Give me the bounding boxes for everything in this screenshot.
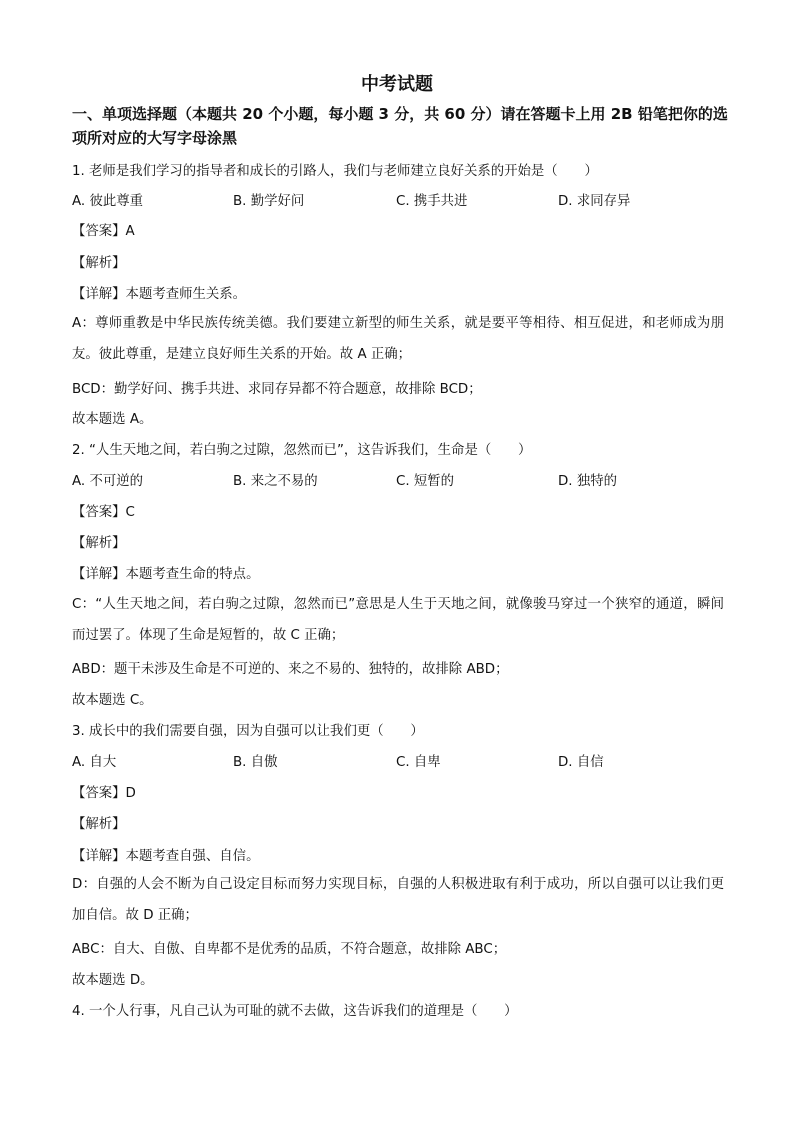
- explanation-paragraph: C：“人生天地之间，若白驹之过隙，忽然而已”意思是人生于天地之间，就像骏马穿过一个狭窄的通道，瞬间而过罢了。体现了生命是短暂的，故 C 正确；: [72, 597, 724, 643]
- answer-label: 【答案】A: [72, 224, 135, 239]
- question-3-options: [72, 751, 672, 771]
- question-1-options: [72, 190, 672, 210]
- explanation-paragraph: ABC：自大、自傲、自卑都不是优秀的品质，不符合题意，故排除 ABC；: [72, 942, 507, 957]
- answer-label: 【答案】D: [72, 786, 136, 801]
- option-b: B. 来之不易的: [233, 474, 318, 489]
- question-2-options: [72, 470, 672, 490]
- option-d: D. 自信: [558, 755, 604, 770]
- option-a: A. 彼此尊重: [72, 194, 143, 209]
- explanation-paragraph: BCD：勤学好问、携手共进、求同存异都不符合题意，故排除 BCD；: [72, 382, 482, 397]
- analysis-label: 【解析】: [72, 817, 126, 832]
- analysis-label: 【解析】: [72, 536, 126, 551]
- conclusion-text: 故本题选 A。: [72, 412, 153, 427]
- option-c: C. 携手共进: [396, 194, 468, 209]
- detail-text: 【详解】本题考查生命的特点。: [72, 567, 260, 582]
- option-b: B. 自傲: [233, 755, 278, 770]
- option-d: D. 求同存异: [558, 194, 631, 209]
- option-a: A. 自大: [72, 755, 117, 770]
- option-c: C. 短暂的: [396, 474, 455, 489]
- option-a: A. 不可逆的: [72, 474, 143, 489]
- answer-label: 【答案】C: [72, 505, 135, 520]
- detail-text: 【详解】本题考查师生关系。: [72, 287, 247, 302]
- conclusion-text: 故本题选 D。: [72, 973, 154, 988]
- conclusion-text: 故本题选 C。: [72, 693, 153, 708]
- question-3-text: 3. 成长中的我们需要自强，因为自强可以让我们更（ ）: [72, 724, 424, 739]
- section-heading: 一、单项选择题（本题共 20 个小题，每小题 3 分，共 60 分）请在答题卡上用 2B 铅笔把你的选项所对应的大写字母涂黑: [72, 105, 728, 147]
- explanation-paragraph: D：自强的人会不断为自己设定目标而努力实现目标，自强的人积极进取有利于成功，所以自强可以让我们更加自信。故 D 正确；: [72, 877, 724, 923]
- explanation-paragraph: A：尊师重教是中华民族传统美德。我们要建立新型的师生关系，就是要平等相待、相互促进，和老师成为朋友。彼此尊重，是建立良好师生关系的开始。故 A 正确；: [72, 316, 724, 362]
- option-b: B. 勤学好问: [233, 194, 305, 209]
- question-1-text: 1. 老师是我们学习的指导者和成长的引路人，我们与老师建立良好关系的开始是（ ）: [72, 164, 598, 179]
- option-c: C. 自卑: [396, 755, 441, 770]
- question-4-text: 4. 一个人行事，凡自己认为可耻的就不去做，这告诉我们的道理是（ ）: [72, 1004, 518, 1019]
- question-2-text: 2. “人生天地之间，若白驹之过隙，忽然而已”，这告诉我们，生命是（ ）: [72, 443, 532, 458]
- detail-text: 【详解】本题考查自强、自信。: [72, 849, 260, 864]
- explanation-paragraph: ABD：题干未涉及生命是不可逆的、来之不易的、独特的，故排除 ABD；: [72, 662, 509, 677]
- page-title: 中考试题: [361, 74, 433, 95]
- option-d: D. 独特的: [558, 474, 617, 489]
- analysis-label: 【解析】: [72, 256, 126, 271]
